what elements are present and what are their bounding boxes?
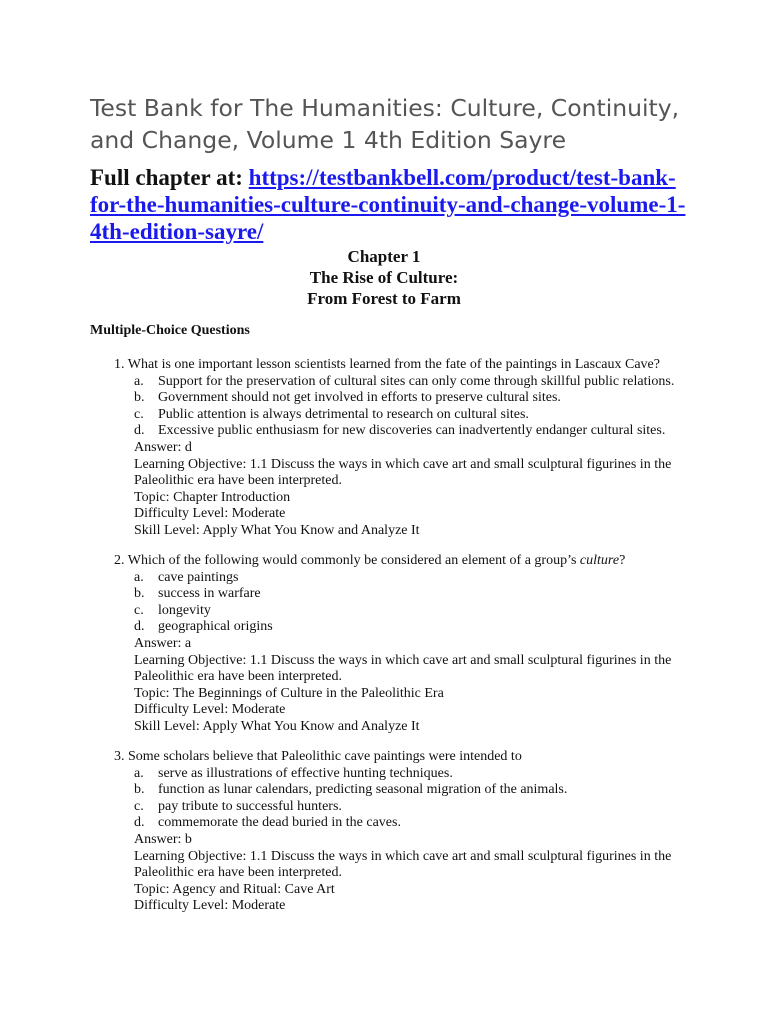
- option-list: [114, 570, 714, 636]
- option-list: [114, 374, 714, 440]
- option-d: [114, 423, 714, 440]
- option-text: cave paintings: [158, 569, 239, 585]
- option-letter: a.: [134, 569, 144, 585]
- question-stem: [114, 749, 714, 766]
- answer-line: Answer: a: [134, 635, 192, 651]
- question-italic-term: culture: [579, 553, 620, 568]
- chapter-title-line-2: From Forest to Farm: [307, 289, 461, 308]
- option-c: [114, 799, 714, 816]
- difficulty-line: Difficulty Level: Moderate: [134, 898, 286, 914]
- option-b: [114, 586, 714, 603]
- learning-objective: Learning Objective: 1.1 Discuss the ways in which cave art and small sculptural figurines in the Paleolithic era have been interpreted.: [134, 848, 672, 881]
- option-b: [114, 390, 714, 407]
- difficulty-line: Difficulty Level: Moderate: [134, 702, 286, 718]
- chapter-number: Chapter 1: [347, 247, 421, 266]
- option-list: [114, 766, 714, 832]
- option-text: longevity: [158, 602, 211, 618]
- option-c: [114, 603, 714, 620]
- option-text: Excessive public enthusiasm for new discoveries can inadvertently endanger cultural sites.: [158, 423, 666, 439]
- option-letter: d.: [134, 619, 145, 635]
- option-letter: a.: [134, 765, 144, 781]
- option-c: [114, 407, 714, 424]
- question-stem: [114, 553, 714, 570]
- option-letter: b.: [134, 782, 145, 798]
- document-title: Test Bank for The Humanities: Culture, Continuity, and Change, Volume 1 4th Edition Sayre: [90, 94, 680, 154]
- option-d: [114, 619, 714, 636]
- option-text: Public attention is always detrimental to research on cultural sites.: [158, 406, 529, 422]
- option-d: [114, 815, 714, 832]
- full-chapter-line: [90, 164, 690, 245]
- question-3: [114, 749, 714, 915]
- option-text: function as lunar calendars, predicting seasonal migration of the animals.: [158, 782, 568, 798]
- topic-line: Topic: Agency and Ritual: Cave Art: [134, 881, 335, 897]
- option-a: [114, 570, 714, 587]
- skill-line: Skill Level: Apply What You Know and Analyze It: [134, 522, 420, 538]
- option-letter: d.: [134, 815, 145, 831]
- learning-objective: Learning Objective: 1.1 Discuss the ways in which cave art and small sculptural figurines in the Paleolithic era have been interpreted.: [134, 456, 672, 489]
- option-b: [114, 782, 714, 799]
- option-text: Support for the preservation of cultural sites can only come through skillful public relations.: [158, 373, 675, 389]
- question-text-end: ?: [619, 553, 626, 568]
- option-a: [114, 766, 714, 783]
- option-a: [114, 374, 714, 391]
- option-letter: a.: [134, 373, 144, 389]
- difficulty-line: Difficulty Level: Moderate: [134, 506, 286, 522]
- option-text: success in warfare: [158, 586, 261, 602]
- question-1: [114, 357, 714, 540]
- option-letter: c.: [134, 406, 144, 422]
- option-letter: d.: [134, 423, 145, 439]
- question-number: 2.: [114, 553, 125, 568]
- question-text: Which of the following would commonly be considered an element of a group’s: [127, 553, 580, 568]
- option-letter: b.: [134, 586, 145, 602]
- question-2: [114, 553, 714, 736]
- learning-objective: Learning Objective: 1.1 Discuss the ways in which cave art and small sculptural figurines in the Paleolithic era have been interpreted.: [134, 652, 672, 685]
- answer-line: Answer: b: [134, 831, 192, 847]
- topic-line: Topic: Chapter Introduction: [134, 489, 291, 505]
- answer-line: Answer: d: [134, 439, 192, 455]
- option-text: commemorate the dead buried in the caves.: [158, 815, 401, 831]
- full-chapter-link[interactable]: https://testbankbell.com/product/test-bank-for-the-humanities-culture-continuity-and-change-volume-1-4th-edition-sayre/: [90, 165, 686, 244]
- question-stem: [114, 357, 714, 374]
- option-text: serve as illustrations of effective hunting techniques.: [158, 765, 453, 781]
- skill-line: Skill Level: Apply What You Know and Analyze It: [134, 718, 420, 734]
- option-letter: c.: [134, 798, 144, 814]
- question-number: 3.: [114, 749, 125, 764]
- question-number: 1.: [114, 357, 125, 372]
- question-text: Some scholars believe that Paleolithic cave paintings were intended to: [128, 749, 522, 764]
- question-text: What is one important lesson scientists learned from the fate of the paintings in Lascaux Cave?: [127, 357, 660, 372]
- topic-line: Topic: The Beginnings of Culture in the Paleolithic Era: [134, 685, 444, 701]
- option-letter: c.: [134, 602, 144, 618]
- option-text: Government should not get involved in efforts to preserve cultural sites.: [158, 390, 561, 406]
- option-text: pay tribute to successful hunters.: [158, 798, 342, 814]
- option-letter: b.: [134, 390, 145, 406]
- chapter-title-line-1: The Rise of Culture:: [309, 268, 459, 287]
- full-chapter-label: Full chapter at:: [90, 165, 243, 190]
- chapter-heading: [0, 246, 768, 309]
- section-label: Multiple-Choice Questions: [90, 323, 250, 338]
- option-text: geographical origins: [158, 619, 273, 635]
